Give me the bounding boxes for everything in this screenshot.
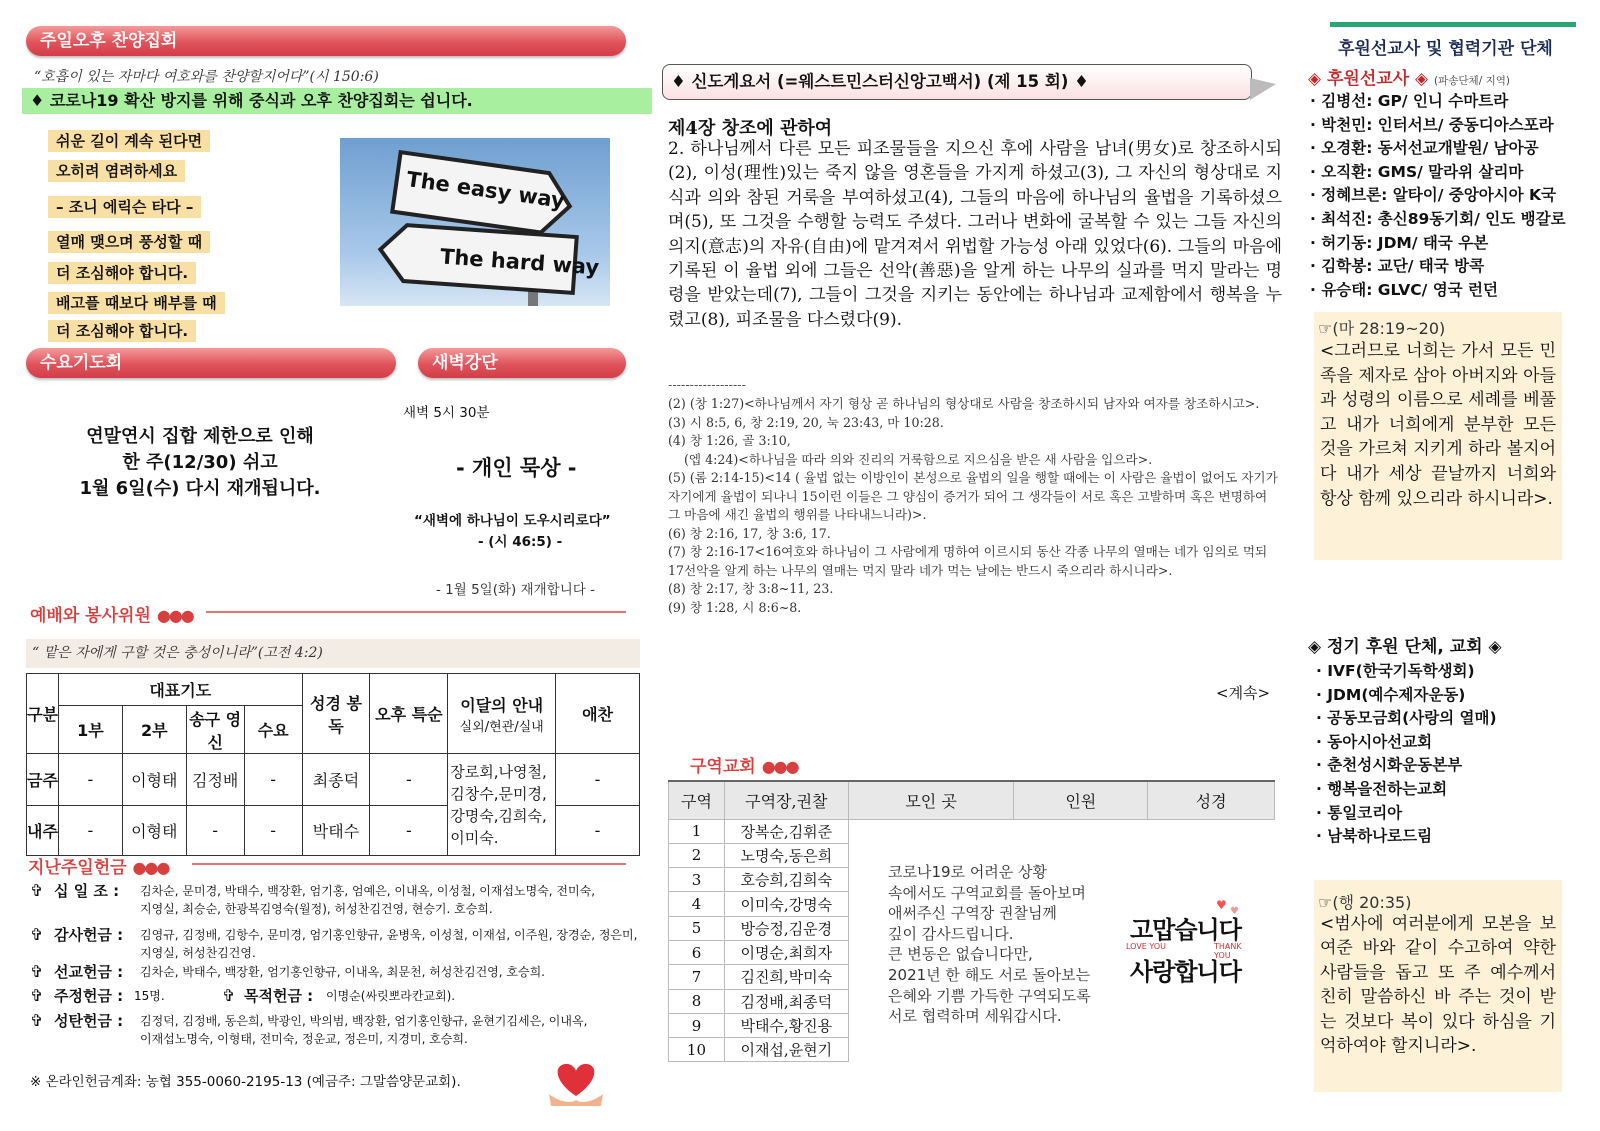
table-row: 8 김정배,최종덕 — [669, 989, 1275, 1013]
cross-icon: ✞ — [30, 925, 44, 944]
table-row: 5 방승정,김운경 — [669, 916, 1275, 940]
table-row: 4 이미숙,강명숙 — [669, 892, 1275, 916]
dawn-resume: - 1월 5일(화) 재개합니다 - — [436, 582, 595, 598]
worship-section-title: 예배와 봉사위원 ●●● — [30, 606, 193, 626]
table-row: 1 장복순,김휘준 — [669, 819, 1275, 843]
verse-box: ☞(행 20:35) <범사에 여러분에게 모본을 보여준 바와 같이 수고하여 약한 사람들을 돕고 또 주 예수께서 친히 말씀하신 바 주는 것이 받는 것보다 복이 있다 하심을 기억하여야 할지니라>. — [1314, 880, 1562, 1092]
header-bible: 성경 — [1148, 781, 1275, 819]
divider — [192, 863, 626, 865]
missionary-list: · 김병선: GP/ 인니 수마트라 · 박천민: 인터서브/ 중동디아스포라 · 오경환: 동서선교개발원/ 남아공 · 오직환: GMS/ 말라위 살리마 · 정혜브론: 알타이/ 중앙아시아 K국 · 최석진: 총신89동기회/ 인도 뱅갈로 · 허기동: JDM/ 태국 우본 · 김학봉: 교단/ 태국 방콕 · 유승태: GLVC/ 영국 런던 — [1310, 92, 1566, 299]
worship-verse: “ 맡은 자에게 구할 것은 충성이니라”(고전 4:2) — [26, 639, 640, 668]
header-leader: 구역장,권찰 — [724, 781, 848, 819]
wednesday-prayer-header: 수요기도회 — [26, 348, 396, 378]
table-row: 내주 - 이형태 - - 박태수 - - — [27, 806, 640, 856]
header-prayer: 대표기도 — [58, 674, 302, 706]
header-1bu: 1부 — [58, 706, 122, 754]
cross-icon: ✞ — [30, 1011, 44, 1030]
header-bible: 성경 봉독 — [302, 674, 370, 754]
service-table — [26, 673, 640, 856]
heart-icon: ♥ — [1216, 898, 1227, 912]
header-gubun: 구분 — [27, 674, 59, 754]
wednesday-notice: 연말연시 집합 제한으로 인해 한 주(12/30) 쉬고 1월 6일(수) 다시 재개됩니다. — [79, 426, 321, 499]
dots-icon: ●●● — [132, 858, 169, 877]
thanks-calligraphy: 고맙습니다 LOVE YOU THANK YOU 사랑합니다 ♥ ♥ — [1126, 898, 1242, 986]
poem-line: 열매 맺으며 풍성할 때 — [48, 231, 210, 253]
header-place: 모인 곳 — [848, 781, 1014, 819]
dawn-time: 새벽 5시 30분 — [403, 405, 490, 421]
header-count: 인원 — [1014, 781, 1148, 819]
cross-icon: ✞ — [222, 986, 236, 1005]
region-message: 코로나19로 어려운 상황 속에서도 구역교회를 돌아보며 애써주신 구역장 권찰님께 깊이 감사드립니다. 큰 변동은 없습니다만, 2021년 한 해도 서로 돌아보는 은혜와 기쁨 가득한 구역되도록 서로 협력하며 세워갑시다. — [888, 863, 1091, 1026]
cross-icon: ✞ — [30, 881, 44, 900]
footnotes: (2) (창 1:27)<하나님께서 자기 형상 곧 하나님의 형상대로 사람을 창조하시되 남자와 여자를 창조하시고>. (3) 시 8:5, 6, 창 2:19, 20, 눅 23:43, 마 10:28. (4) 창 1:26, 골 3:10, (엡 4:24)<하나님을 따라 의와 진리의 거룩함으로 지으심을 받은 새 사람을 입으라>. (5) (롬 2:14-15)<14 ( 율법 없는 이방인이 본성으로 율법의 일을 행할 때에는 이 사람은 율법이 없어도 자기가 자기에게 율법이 되나니 15이런 이들은 그 양심이 증거가 되어 그 생각들이 서로 혹은 고발하며 혹은 변명하여 그 마음에 새긴 율법의 행위를 나타내느니라)>. (6) 창 2:16, 17, 창 3:6, 17. (7) 창 2:16-17<16여호와 하나님이 그 사람에게 명하여 이르시되 동산 각종 나무의 열매는 네가 임의로 먹되 17선악을 알게 하는 나무의 열매는 먹지 말라 네가 먹는 날에는 반드시 죽으리라 하시니라>. (8) 창 2:17, 창 3:8~11, 23. (9) 창 1:28, 시 8:6~8. — [668, 396, 1278, 615]
poem-line: 오히려 염려하세요 — [48, 160, 185, 182]
table-row: 6 이명순,최희자 — [669, 940, 1275, 964]
table-row: 3 호승희,김희숙 — [669, 868, 1275, 892]
sunday-verse: “호흡이 있는 자마다 여호와를 찬양할지어다”(시 150:6) — [34, 69, 379, 85]
poem-line: 더 조심해야 합니다. — [48, 262, 196, 284]
sign-hard-text: The hard way — [439, 244, 600, 280]
dots-icon: ●●● — [156, 606, 193, 625]
dawn-verse: “새벽에 하나님이 도우시리로다” — [414, 513, 611, 529]
region-section-title: 구역교회 ●●● — [690, 757, 798, 777]
missionary-heading: ◈ 후원선교사 ◈ (파송단체/ 지역) — [1308, 69, 1510, 89]
box-arrow-decoration — [1250, 78, 1278, 100]
online-account: ※ 온라인헌금계좌: 농협 355-0060-2195-13 (예금주: 그말씀양문교회). — [30, 1074, 461, 1090]
continued-label: <계속> — [1216, 684, 1271, 702]
dawn-main: - 개인 묵상 - — [456, 456, 577, 480]
guide-names: 장로회,나영철, 김창수,문미경, 강명숙,김희숙, 이미숙. — [448, 754, 556, 856]
table-row: 9 박태수,황진용 — [669, 1013, 1275, 1037]
verse-box: ☞(마 28:19~20) <그러므로 너희는 가서 모든 민족을 제자로 삼아 아버지와 아들과 성령의 이름으로 세례를 베풀고 내가 너희에게 분부한 모든 것을 가르쳐 지키게 하라 볼지어다 내가 세상 끝날까지 너희와 항상 함께 있으리라 하시니라>. — [1314, 312, 1562, 560]
header-guide: 이달의 안내 실외/현관/실내 — [448, 674, 556, 754]
offering-section-title: 지난주일헌금 ●●● — [28, 858, 169, 878]
header-wed: 수요 — [244, 706, 302, 754]
poem-line: 쉬운 길이 계속 된다면 — [48, 130, 210, 152]
poem-line: 더 조심해야 합니다. — [48, 320, 196, 342]
table-row: 금주 - 이형태 김정배 - 최종덕 - 장로회,나영철, 김창수,문미경, 강명숙,김희숙, 이미숙. - — [27, 754, 640, 806]
orgs-heading: ◈ 정기 후원 단체, 교회 ◈ — [1308, 637, 1502, 657]
header-choir: 애찬 — [556, 674, 640, 754]
chapter-title: 제4장 창조에 관하여 — [668, 118, 833, 139]
orgs-list: · IVF(한국기독학생회) · JDM(예수제자운동) · 공동모금회(사랑의 열매) · 동아시아선교회 · 춘천성시화운동본부 · 행복을전하는교회 · 통일코리아 · 남북하나로드림 — [1316, 662, 1497, 846]
header-pm: 오후 특순 — [370, 674, 448, 754]
table-row: 7 김진희,박미숙 — [669, 965, 1275, 989]
table-row: 10 이재섭,윤현기 — [669, 1038, 1275, 1062]
sign-easy-text: The easy way — [405, 167, 567, 213]
creed-paragraph: 2. 하나님께서 다른 모든 피조물들을 지으신 후에 사람을 남녀(男女)로 창조하시되(2), 이성(理性)있는 죽지 않을 영혼들을 가지게 하셨고(3), 그 자신의 형상대로 지식과 의와 참된 거룩을 부여하셨고(4), 그들의 마음에 하나님의 율법을 기록하셨으며(5), 또 그것을 수행할 능력도 주셨다. 그러나 변화에 굴복할 수 있는 그들 자신의 의지(意志)의 자유(自由)에 맡겨져서 위법할 가능성 아래 있었다(6). 그들의 마음에 기록된 이 율법 외에 그들은 선악(善惡)을 알게 하는 나무의 실과를 먹지 말라는 명령을 받았는데(7), 그들이 그것을 지키는 동안에는 하나님과 교제함에서 행복을 누렸고(8), 피조물을 다스렸다(9). — [668, 139, 1282, 330]
sunday-worship-header: 주일오후 찬양집회 — [26, 26, 626, 56]
dawn-header: 새벽강단 — [418, 348, 626, 378]
poem-line: 배고플 때보다 배부를 때 — [48, 292, 225, 314]
creed-title-box: ♦ 신도게요서 (=웨스트민스터신앙고백서) (제 15 회) ♦ — [662, 64, 1252, 100]
header-songgu: 송구 영신 — [186, 706, 244, 754]
dots-icon: ●●● — [761, 757, 798, 776]
poem-author: – 조니 에릭슨 타다 – — [48, 196, 201, 218]
footnote-divider: ------------------ — [668, 378, 746, 392]
heart-hands-icon — [545, 1056, 607, 1108]
sunday-notice: ♦ 코로나19 확산 방지를 위해 중식과 오후 찬양집회는 쉽니다. — [22, 88, 652, 114]
header-2bu: 2부 — [122, 706, 186, 754]
divider — [206, 611, 626, 613]
header-region: 구역 — [669, 781, 725, 819]
title-accent-bar — [1330, 22, 1576, 27]
cross-icon: ✞ — [30, 986, 44, 1005]
dawn-ref: - (시 46:5) - — [478, 534, 563, 550]
heart-icon: ♥ — [1230, 906, 1239, 917]
road-sign-image — [340, 138, 610, 306]
right-title: 후원선교사 및 협력기관 단체 — [1338, 39, 1553, 59]
table-row: 2 노명숙,동은희 — [669, 843, 1275, 867]
cross-icon: ✞ — [30, 962, 44, 981]
